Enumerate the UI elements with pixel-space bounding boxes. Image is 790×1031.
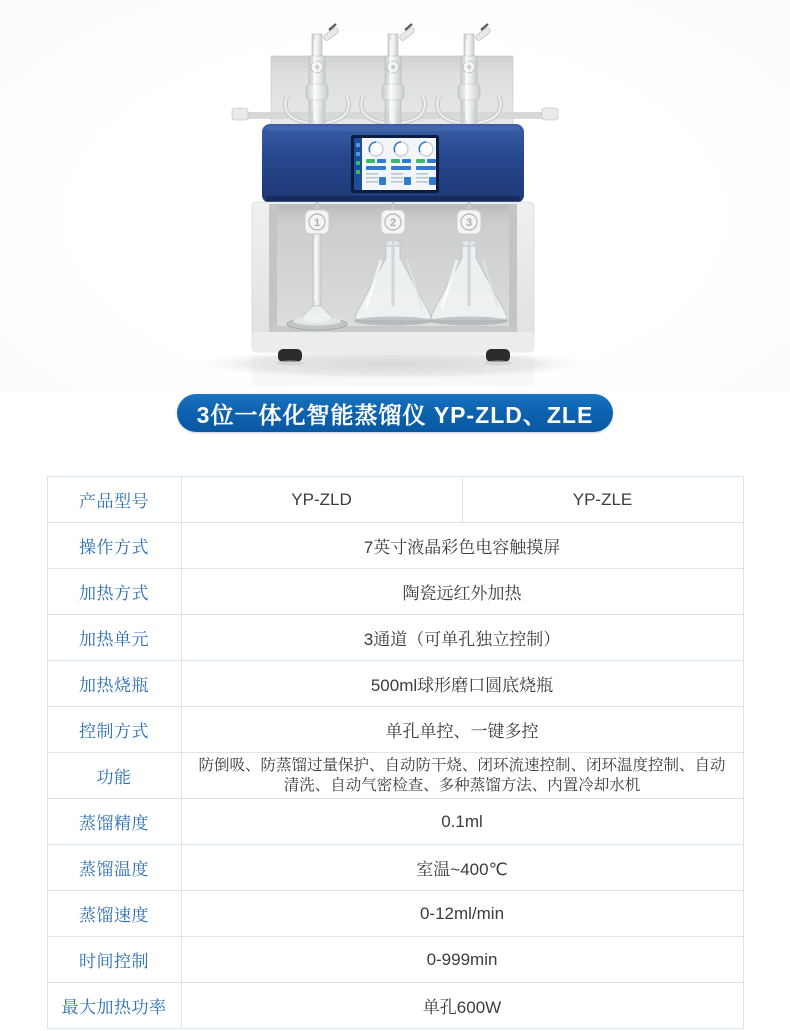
left-fitting bbox=[232, 108, 248, 120]
spec-value: 防倒吸、防蒸馏过量保护、自动防干烧、闭环流速控制、闭环温度控制、自动清洗、自动气密检查、多种蒸馏方法、内置冷却水机 bbox=[198, 756, 726, 794]
spec-row-speed bbox=[48, 891, 743, 937]
spec-row-model bbox=[48, 477, 743, 523]
spec-value-model-zle: YP-ZLE bbox=[462, 477, 743, 522]
spec-value: 单孔600W bbox=[422, 998, 502, 1017]
left-foot-shadow bbox=[276, 361, 304, 366]
badge-number-2: 2 bbox=[389, 217, 397, 229]
spec-label: 最大加热功率 bbox=[48, 983, 182, 1028]
spec-label: 操作方式 bbox=[48, 523, 182, 568]
right-fitting bbox=[542, 108, 558, 120]
spec-row-heating-flask bbox=[48, 661, 743, 707]
spec-value: 500ml球形磨口圆底烧瓶 bbox=[370, 676, 554, 695]
spec-row-heating-unit bbox=[48, 615, 743, 661]
spec-row-operation bbox=[48, 523, 743, 569]
spec-label: 加热单元 bbox=[48, 615, 182, 660]
spec-value: 单孔单控、一键多控 bbox=[385, 722, 539, 741]
spec-row-precision bbox=[48, 799, 743, 845]
spec-row-functions bbox=[48, 753, 743, 799]
left-foot bbox=[278, 349, 302, 362]
product-title-banner bbox=[177, 394, 613, 432]
touchscreen[interactable] bbox=[351, 135, 439, 193]
spec-value: 7英寸液晶彩色电容触摸屏 bbox=[363, 538, 561, 557]
spec-label: 加热烧瓶 bbox=[48, 661, 182, 706]
position-badge-1 bbox=[305, 210, 329, 234]
spec-label: 控制方式 bbox=[48, 707, 182, 752]
spec-value-model-zld: YP-ZLD bbox=[291, 489, 352, 509]
spec-label: 功能 bbox=[48, 753, 182, 798]
spec-value: 室温~400℃ bbox=[416, 860, 508, 879]
spec-table bbox=[47, 476, 744, 1029]
right-foot bbox=[486, 349, 510, 362]
spec-row-heating-method bbox=[48, 569, 743, 615]
spec-value: 0.1ml bbox=[441, 811, 483, 831]
panel-bottom-edge bbox=[266, 196, 520, 202]
spec-label: 产品型号 bbox=[48, 477, 182, 522]
instrument-illustration bbox=[0, 0, 790, 392]
position-badge-2 bbox=[381, 210, 405, 234]
spec-value: 陶瓷远红外加热 bbox=[402, 584, 522, 603]
panel-highlight bbox=[266, 126, 520, 131]
spec-row-max-power bbox=[48, 983, 743, 1029]
spec-label: 蒸馏温度 bbox=[48, 845, 182, 890]
chamber-left-shadow bbox=[269, 204, 277, 330]
badge-number-3: 3 bbox=[465, 217, 473, 229]
spec-label: 蒸馏精度 bbox=[48, 799, 182, 844]
spec-row-control-method bbox=[48, 707, 743, 753]
product-title: 3位一体化智能蒸馏仪 YP-ZLD、ZLE bbox=[196, 401, 594, 428]
spec-label: 时间控制 bbox=[48, 937, 182, 982]
spec-label: 加热方式 bbox=[48, 569, 182, 614]
spec-row-timer bbox=[48, 937, 743, 983]
chamber-right-shadow bbox=[509, 204, 517, 330]
spec-row-temperature bbox=[48, 845, 743, 891]
right-foot-shadow bbox=[484, 361, 512, 366]
spec-value: 0-999min bbox=[426, 949, 498, 969]
product-photo bbox=[0, 0, 790, 392]
position-badge-3 bbox=[457, 210, 481, 234]
spec-label: 蒸馏速度 bbox=[48, 891, 182, 936]
spec-value: 3通道（可单孔独立控制） bbox=[363, 630, 561, 649]
spec-value: 0-12ml/min bbox=[419, 903, 505, 923]
badge-number-1: 1 bbox=[313, 217, 321, 229]
